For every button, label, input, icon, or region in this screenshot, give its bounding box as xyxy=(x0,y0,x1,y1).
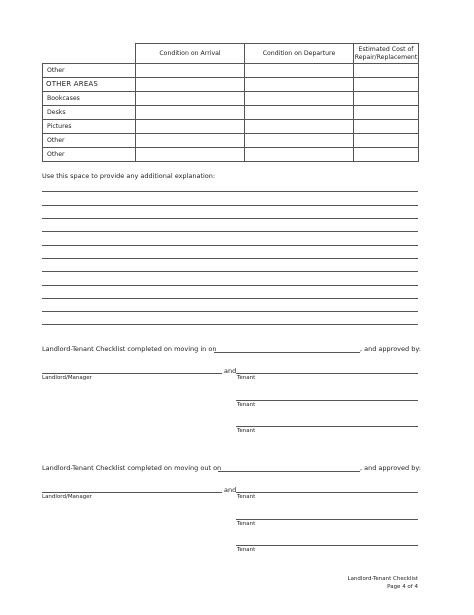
cost-cell[interactable] xyxy=(354,106,419,120)
move-in-tenant-label-1: Tenant xyxy=(237,375,256,381)
section-label: OTHER AREAS xyxy=(43,78,136,92)
move-out-landlord-signature-line[interactable] xyxy=(42,492,222,493)
arrival-cell[interactable] xyxy=(136,120,245,134)
move-in-tenant-signature-line-3[interactable] xyxy=(236,426,418,427)
departure-cell[interactable] xyxy=(245,64,354,78)
move-out-tenant-label-3: Tenant xyxy=(237,547,256,553)
departure-cell[interactable] xyxy=(245,134,354,148)
departure-cell[interactable] xyxy=(245,92,354,106)
departure-cell[interactable] xyxy=(245,78,354,92)
row-label: Bookcases xyxy=(43,92,136,106)
move-in-tenant-label-2: Tenant xyxy=(237,402,256,408)
table-row xyxy=(43,148,419,162)
condition-table xyxy=(42,43,419,162)
explanation-line[interactable] xyxy=(42,231,418,232)
header-condition-departure: Condition on Departure xyxy=(245,44,354,64)
move-out-tenant-signature-line-2[interactable] xyxy=(236,519,418,520)
table-row xyxy=(43,134,419,148)
cost-cell[interactable] xyxy=(354,78,419,92)
table-row xyxy=(43,64,419,78)
explanation-line[interactable] xyxy=(42,311,418,312)
table-row xyxy=(43,78,419,92)
move-out-tenant-label-1: Tenant xyxy=(237,494,256,500)
header-condition-arrival: Condition on Arrival xyxy=(136,44,245,64)
move-out-statement: Landlord-Tenant Checklist completed on moving out on xyxy=(42,464,222,472)
move-in-landlord-signature-line[interactable] xyxy=(42,373,222,374)
explanation-line[interactable] xyxy=(42,245,418,246)
arrival-cell[interactable] xyxy=(136,78,245,92)
arrival-cell[interactable] xyxy=(136,148,245,162)
move-in-statement: Landlord-Tenant Checklist completed on moving in on xyxy=(42,345,217,353)
move-out-landlord-label: Landlord/Manager xyxy=(42,494,92,500)
cost-cell[interactable] xyxy=(354,64,419,78)
move-out-date-field[interactable] xyxy=(218,471,360,472)
move-in-tenant-signature-line-2[interactable] xyxy=(236,400,418,401)
departure-cell[interactable] xyxy=(245,148,354,162)
header-estimated-cost: Estimated Cost of Repair/Replacement xyxy=(354,44,419,64)
row-label: Other xyxy=(43,134,136,148)
move-in-and-text: and xyxy=(224,367,237,375)
arrival-cell[interactable] xyxy=(136,92,245,106)
move-out-approved-text: , and approved by: xyxy=(360,464,421,472)
cost-cell[interactable] xyxy=(354,134,419,148)
departure-cell[interactable] xyxy=(245,120,354,134)
move-out-tenant-signature-line-3[interactable] xyxy=(236,545,418,546)
move-in-date-field[interactable] xyxy=(214,352,360,353)
arrival-cell[interactable] xyxy=(136,134,245,148)
explanation-line[interactable] xyxy=(42,271,418,272)
explanation-line[interactable] xyxy=(42,285,418,286)
move-in-tenant-signature-line-1[interactable] xyxy=(236,373,418,374)
explanation-line[interactable] xyxy=(42,298,418,299)
page-number: Page 4 of 4 xyxy=(387,584,418,590)
explanation-prompt: Use this space to provide any additional explanation: xyxy=(42,172,216,180)
row-label: Pictures xyxy=(43,120,136,134)
move-in-approved-text: , and approved by: xyxy=(360,345,421,353)
table-header-blank xyxy=(43,44,136,64)
row-label: Other xyxy=(43,64,136,78)
move-in-tenant-label-3: Tenant xyxy=(237,428,256,434)
row-label: Desks xyxy=(43,106,136,120)
move-out-tenant-signature-line-1[interactable] xyxy=(236,492,418,493)
cost-cell[interactable] xyxy=(354,148,419,162)
table-header-row xyxy=(43,44,419,64)
move-in-landlord-label: Landlord/Manager xyxy=(42,375,92,381)
explanation-line[interactable] xyxy=(42,191,418,192)
explanation-line[interactable] xyxy=(42,258,418,259)
row-label: Other xyxy=(43,148,136,162)
cost-cell[interactable] xyxy=(354,92,419,106)
explanation-line[interactable] xyxy=(42,218,418,219)
arrival-cell[interactable] xyxy=(136,106,245,120)
table-row xyxy=(43,106,419,120)
table-row xyxy=(43,92,419,106)
arrival-cell[interactable] xyxy=(136,64,245,78)
departure-cell[interactable] xyxy=(245,106,354,120)
table-row xyxy=(43,120,419,134)
explanation-line[interactable] xyxy=(42,205,418,206)
cost-cell[interactable] xyxy=(354,120,419,134)
explanation-line[interactable] xyxy=(42,324,418,325)
move-out-and-text: and xyxy=(224,486,237,494)
move-out-tenant-label-2: Tenant xyxy=(237,521,256,527)
footer-title: Landlord-Tenant Checklist xyxy=(347,576,418,582)
